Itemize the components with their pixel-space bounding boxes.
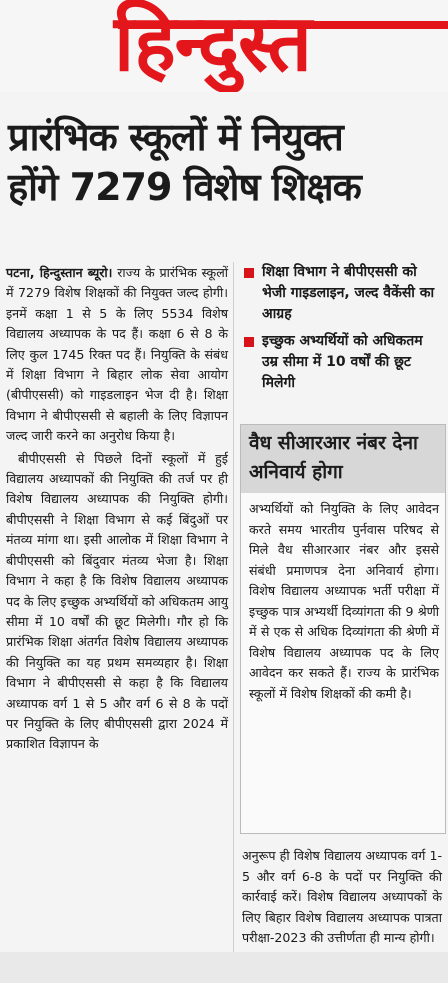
highlight-item bbox=[242, 262, 442, 325]
sidebox-body: अभ्यर्थियों को नियुक्ति के लिए आवेदन करते समय भारतीय पुर्नवास परिषद से मिले वैध सीआरआर नंबर और इससे संबंधी प्रमाणपत्र देना अनिवार्य होगा। विशेष विद्यालय अध्यापक भर्ती परीक्षा में इच्छुक पात्र अभ्यर्थी दिव्यांगता की 9 श्रेणी में से एक से अधिक दिव्यांगता की श्रेणी में विशेष विद्यालय अध्यापक पद के लिए आवेदन कर सकते हैं। राज्य के प्रारंभिक स्कूलों में विशेष शिक्षकों की कमी है। bbox=[249, 501, 439, 701]
masthead-logo: हिन्दुस्त bbox=[114, 0, 311, 89]
headline-line-2: होंगे 7279 विशेष शिक्षक bbox=[8, 165, 361, 209]
red-square-bullet-icon bbox=[244, 268, 254, 278]
headline-line-1: प्रारंभिक स्कूलों में नियुक्त bbox=[8, 115, 343, 159]
article-paragraph-2: बीपीएससी से पिछले दिनों स्कूलों में हुई विद्यालय अध्यापकों की नियुक्ति की तर्ज पर ही विशेष विद्यालय अध्यापक की नियुक्ति होगी। बीपीएससी ने शिक्षा विभाग से कई बिंदुओं पर मंतव्य मांगा था। इसी आलोक में शिक्षा विभाग ने बीपीएससी को बिंदुवार मंतव्य भेजा है। शिक्षा विभाग ने कहा है कि विशेष विद्यालय अध्यापक पद के लिए इच्छुक अभ्यर्थियों को अधिकतम आयु सीमा में 10 वर्षों की छूट मिलेगी। गौर हो कि प्रारंभिक शिक्षा अंतर्गत विशेष विद्यालय अध्यापक की नियुक्ति का यह प्रथम समव्यहार है। शिक्षा विभाग ने बीपीएससी से कहा है कि विद्यालय अध्यापक वर्ग 1 से 5 और वर्ग 6 से 8 के पदों पर नियुक्ति के लिए बीपीएससी द्वारा 2024 में प्रकाशित विज्ञापन के bbox=[6, 450, 228, 752]
article-continuation: अनुरूप ही विशेष विद्यालय अध्यापक वर्ग 1-5 और वर्ग 6-8 के पदों पर नियुक्ति की कार्रवाई करें। विशेष विद्यालय अध्यापकों के लिए बिहार विशेष विद्यालय अध्यापक पात्रता परीक्षा-2023 की उत्तीर्णता ही मान्य होगी। bbox=[242, 848, 442, 945]
highlight-text: शिक्षा विभाग ने बीपीएससी को भेजी गाइडलाइन, जल्द वैकेंसी का आग्रह bbox=[262, 264, 435, 322]
article-paragraph-1 bbox=[6, 263, 228, 447]
sidebox-title: वैध सीआरआर नंबर देना अनिवार्य होगा bbox=[249, 432, 418, 483]
page-footer-strip bbox=[0, 952, 448, 983]
paragraph-1-text: राज्य के प्रारंभिक स्कूलों में 7279 विशेष शिक्षकों की नियुक्त जल्द होगी। इनमें कक्षा 1 से 5 के लिए 5534 विशेष विद्यालय अध्यापक के पद हैं। कक्षा 6 से 8 के लिए कुल 1745 रिक्त पद हैं। नियुक्ति के संबंध में शिक्षा विभाग ने बिहार लोक सेवा आयोग (बीपीएससी) को गाइडलाइन भेज दी है। शिक्षा विभाग ने बीपीएससी से बहाली के लिए विज्ञापन जल्द जारी करने का अनुरोध किया है। bbox=[6, 265, 229, 444]
highlights bbox=[242, 262, 442, 400]
highlight-item bbox=[242, 331, 442, 394]
article-body bbox=[6, 263, 228, 757]
sidebox bbox=[240, 424, 446, 834]
red-square-bullet-icon bbox=[244, 337, 254, 347]
headline bbox=[8, 112, 444, 212]
masthead bbox=[0, 0, 448, 92]
highlight-text: इच्छुक अभ्यर्थियों को अधिकतम उम्र सीमा में 10 वर्षों की छूट मिलेगी bbox=[262, 333, 423, 391]
column-divider bbox=[233, 262, 234, 952]
dateline: पटना, हिन्दुस्तान ब्यूरो। bbox=[6, 265, 113, 280]
